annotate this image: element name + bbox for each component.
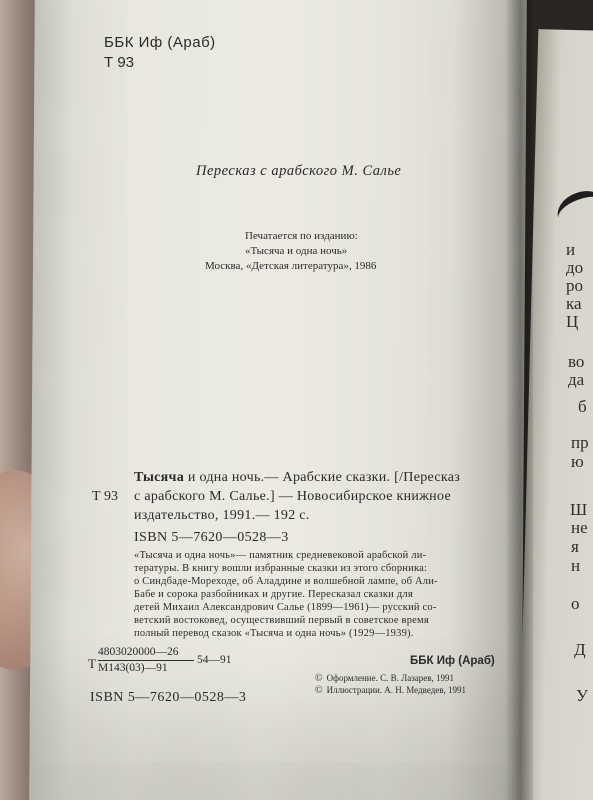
isbn-bottom: ISBN 5—7620—0528—3	[90, 690, 247, 705]
copyright-illustrations	[315, 685, 466, 696]
copyright-symbol: ©	[315, 673, 323, 684]
annotation-line: о Синдбаде-Мореходе, об Аладдине и волшебной лампе, об Али-	[134, 576, 438, 587]
right-page-text: Ш	[570, 500, 588, 519]
copyright-text: Иллюстрации. А. Н. Медведев, 1991	[326, 685, 467, 695]
right-page-text: во	[568, 352, 585, 371]
bbk-index: ББК Иф (Араб)	[104, 34, 216, 51]
classification-numerator: 4803020000—26	[98, 646, 179, 658]
edition-line-2: «Тысяча и одна ночь»	[245, 245, 348, 257]
catalog-title-rest: и одна ночь.— Арабские сказки. [/Пересказ	[184, 470, 461, 485]
right-page-text: ро	[566, 276, 583, 295]
edition-line-3: Москва, «Детская литература», 1986	[205, 260, 377, 272]
annotation-line: детей Михаил Александрович Салье (1899—1961)— русский со-	[134, 602, 437, 613]
right-page-text: не	[571, 518, 588, 537]
annotation-line: полный перевод сказок «Тысяча и одна ночь» (1929—1939).	[134, 628, 414, 639]
right-page-text: ю	[571, 452, 584, 471]
catalog-line-2: с арабского М. Салье.] — Новосибирское книжное	[134, 489, 451, 504]
annotation-line: тературы. В книгу вошли избранные сказки из этого сборника:	[134, 563, 428, 574]
right-page-text: б	[578, 397, 587, 416]
annotation-line: Бабе и сорока разбойниках и другие. Пересказал сказки для	[134, 589, 413, 600]
bbk-index-bottom: ББК Иф (Араб)	[410, 655, 495, 667]
copyright-text: Оформление. С. В. Лазарев, 1991	[326, 673, 455, 683]
classification-prefix: Т	[88, 656, 96, 671]
fraction-line	[98, 660, 194, 661]
annotation-line: ветский востоковед, осуществивший первый в советское время	[134, 615, 429, 626]
right-page-text: ка	[566, 294, 582, 313]
copyright-symbol: ©	[315, 685, 323, 696]
annotation-line: «Тысяча и одна ночь»— памятник средневековой арабской ли-	[134, 550, 427, 561]
right-page-text: да	[568, 370, 585, 389]
classification-denominator: М143(03)—91	[98, 662, 168, 674]
book-gutter	[505, 0, 533, 800]
right-page-text: Д	[574, 640, 586, 659]
catalog-title-bold: Тысяча	[134, 470, 185, 485]
author-sign: Т 93	[104, 54, 135, 71]
right-page-text: я	[571, 537, 579, 556]
classification-suffix: 54—91	[197, 654, 232, 666]
right-page-text: о	[571, 594, 580, 613]
right-page-text: и	[566, 240, 576, 259]
right-page-text: до	[566, 258, 584, 277]
copyright-design	[315, 673, 454, 684]
right-page-text: н	[571, 556, 581, 575]
right-page-text: пр	[571, 433, 589, 452]
catalog-isbn: ISBN 5—7620—0528—3	[134, 530, 289, 545]
edition-line-1: Печатается по изданию:	[245, 230, 358, 242]
right-page-text: Ц	[566, 312, 579, 331]
catalog-line-3: издательство, 1991.— 192 с.	[134, 508, 310, 523]
catalog-code: Т 93	[92, 489, 119, 504]
retelling-credit: Пересказ с арабского М. Салье	[196, 163, 402, 179]
catalog-title	[134, 470, 460, 486]
right-page-text: У	[576, 686, 589, 705]
